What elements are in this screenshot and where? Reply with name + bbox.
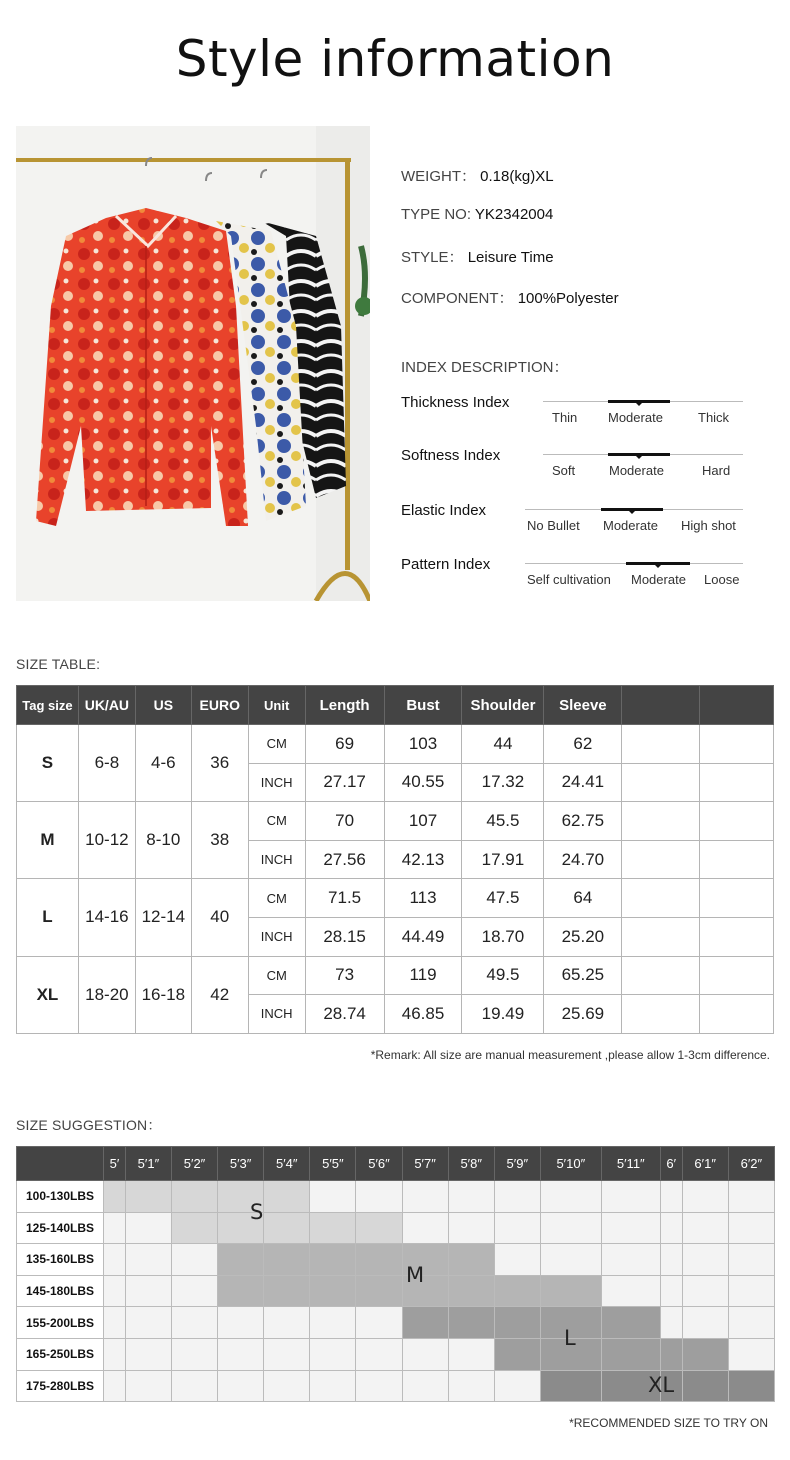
index-option: Thick xyxy=(698,410,730,425)
size-cell xyxy=(728,1212,774,1244)
table-row xyxy=(17,802,774,841)
weight-row xyxy=(17,1338,775,1370)
size-cell xyxy=(660,1338,682,1370)
col-header: Sleeve xyxy=(544,686,622,725)
size-cell xyxy=(310,1307,356,1339)
length-cell: 70 xyxy=(305,802,384,841)
height-header: 5′2″ xyxy=(171,1147,217,1181)
size-cell xyxy=(494,1244,540,1276)
col-header xyxy=(622,686,700,725)
size-cell xyxy=(682,1370,728,1402)
size-cell xyxy=(660,1307,682,1339)
size-cell xyxy=(356,1244,402,1276)
weight-row xyxy=(17,1275,775,1307)
size-cell xyxy=(104,1370,126,1402)
size-cell xyxy=(494,1275,540,1307)
size-cell xyxy=(448,1307,494,1339)
size-cell xyxy=(264,1244,310,1276)
shoulder-cell: 49.5 xyxy=(462,956,544,995)
col-header xyxy=(700,686,774,725)
index-name: Softness Index xyxy=(401,447,501,464)
weight-label: 145-180LBS xyxy=(17,1275,104,1307)
size-cell xyxy=(540,1370,601,1402)
height-header: 5′11″ xyxy=(601,1147,660,1181)
pattern-index xyxy=(401,556,751,596)
shoulder-cell: 17.32 xyxy=(462,763,544,802)
col-header: Unit xyxy=(248,686,305,725)
unit-cell: CM xyxy=(248,725,305,764)
size-cell xyxy=(125,1212,171,1244)
size-cell xyxy=(682,1244,728,1276)
weight-label: 175-280LBS xyxy=(17,1370,104,1402)
euro-size: 40 xyxy=(191,879,248,956)
size-cell xyxy=(104,1181,126,1213)
size-cell xyxy=(728,1275,774,1307)
empty-cell xyxy=(622,917,700,956)
index-option: Moderate xyxy=(609,463,664,478)
size-cell xyxy=(264,1370,310,1402)
size-cell xyxy=(264,1181,310,1213)
softness-index xyxy=(401,447,751,487)
size-cell xyxy=(356,1307,402,1339)
empty-cell xyxy=(622,995,700,1034)
index-option: Thin xyxy=(552,410,578,425)
height-header: 5′9″ xyxy=(494,1147,540,1181)
size-cell xyxy=(264,1338,310,1370)
empty-cell xyxy=(622,840,700,879)
index-heading: INDEX DESCRIPTION： xyxy=(401,359,569,376)
length-cell: 73 xyxy=(305,956,384,995)
index-name: Thickness Index xyxy=(401,394,510,411)
length-cell: 69 xyxy=(305,725,384,764)
sleeve-cell: 25.20 xyxy=(544,917,622,956)
shoulder-cell: 44 xyxy=(462,725,544,764)
size-cell xyxy=(218,1370,264,1402)
size-cell xyxy=(264,1275,310,1307)
size-cell xyxy=(601,1275,660,1307)
height-header: 5′10″ xyxy=(540,1147,601,1181)
bust-cell: 119 xyxy=(384,956,462,995)
size-cell xyxy=(356,1275,402,1307)
index-marker xyxy=(608,400,670,403)
height-header: 6′1″ xyxy=(682,1147,728,1181)
index-option: No Bullet xyxy=(527,518,580,533)
index-marker xyxy=(626,562,690,565)
sleeve-cell: 25.69 xyxy=(544,995,622,1034)
size-cell xyxy=(494,1212,540,1244)
index-option: High shot xyxy=(681,518,736,533)
style-label: STYLE： xyxy=(401,249,464,266)
empty-cell xyxy=(700,763,774,802)
shoulder-cell: 17.91 xyxy=(462,840,544,879)
product-photo xyxy=(16,126,370,601)
weight-row xyxy=(401,165,554,186)
weight-label: 135-160LBS xyxy=(17,1244,104,1276)
size-cell xyxy=(494,1307,540,1339)
shoulder-cell: 18.70 xyxy=(462,917,544,956)
index-marker xyxy=(601,508,663,511)
thickness-index xyxy=(401,394,751,434)
size-cell xyxy=(310,1370,356,1402)
size-cell xyxy=(310,1181,356,1213)
col-header: UK/AU xyxy=(78,686,135,725)
unit-cell: INCH xyxy=(248,917,305,956)
size-cell xyxy=(660,1212,682,1244)
size-cell xyxy=(218,1275,264,1307)
size-cell xyxy=(728,1181,774,1213)
shoulder-cell: 47.5 xyxy=(462,879,544,918)
size-cell xyxy=(310,1338,356,1370)
index-marker xyxy=(608,453,670,456)
size-cell xyxy=(448,1338,494,1370)
size-table-header xyxy=(17,686,774,725)
size-cell xyxy=(218,1338,264,1370)
sleeve-cell: 24.41 xyxy=(544,763,622,802)
size-cell xyxy=(728,1370,774,1402)
euro-size: 42 xyxy=(191,956,248,1033)
tag-size: XL xyxy=(17,956,79,1033)
type-label: TYPE NO: xyxy=(401,206,472,223)
size-cell xyxy=(660,1181,682,1213)
ukau-size: 18-20 xyxy=(78,956,135,1033)
weight-label: 100-130LBS xyxy=(17,1181,104,1213)
size-cell xyxy=(104,1338,126,1370)
size-cell xyxy=(171,1244,217,1276)
corner-cell xyxy=(17,1147,104,1181)
size-cell xyxy=(171,1275,217,1307)
empty-cell xyxy=(622,879,700,918)
length-cell: 28.15 xyxy=(305,917,384,956)
size-cell xyxy=(494,1181,540,1213)
height-header: 5′4″ xyxy=(264,1147,310,1181)
size-cell xyxy=(402,1338,448,1370)
size-cell xyxy=(448,1370,494,1402)
height-header: 6′2″ xyxy=(728,1147,774,1181)
weight-row xyxy=(17,1181,775,1213)
size-cell xyxy=(402,1181,448,1213)
bust-cell: 113 xyxy=(384,879,462,918)
component-label: COMPONENT： xyxy=(401,290,514,307)
size-cell xyxy=(125,1181,171,1213)
size-cell xyxy=(310,1244,356,1276)
size-table xyxy=(16,685,774,1034)
size-cell xyxy=(601,1338,660,1370)
size-cell xyxy=(494,1338,540,1370)
us-size: 12-14 xyxy=(135,879,191,956)
empty-cell xyxy=(622,725,700,764)
size-cell xyxy=(682,1338,728,1370)
height-header: 5′3″ xyxy=(218,1147,264,1181)
unit-cell: CM xyxy=(248,879,305,918)
size-cell xyxy=(310,1212,356,1244)
size-cell xyxy=(682,1212,728,1244)
empty-cell xyxy=(700,917,774,956)
col-header: EURO xyxy=(191,686,248,725)
size-cell xyxy=(171,1307,217,1339)
size-cell xyxy=(660,1244,682,1276)
size-suggestion-table xyxy=(16,1146,775,1402)
index-name: Elastic Index xyxy=(401,502,487,519)
empty-cell xyxy=(700,725,774,764)
col-header: US xyxy=(135,686,191,725)
size-cell xyxy=(171,1212,217,1244)
us-size: 16-18 xyxy=(135,956,191,1033)
unit-cell: INCH xyxy=(248,995,305,1034)
size-cell xyxy=(448,1244,494,1276)
size-cell xyxy=(264,1307,310,1339)
size-cell xyxy=(682,1181,728,1213)
size-label-m: M xyxy=(406,1263,425,1287)
empty-cell xyxy=(700,995,774,1034)
table-row xyxy=(17,956,774,995)
size-cell xyxy=(218,1244,264,1276)
size-cell xyxy=(125,1307,171,1339)
size-cell xyxy=(601,1212,660,1244)
weight-label: 155-200LBS xyxy=(17,1307,104,1339)
style-row xyxy=(401,246,554,267)
size-cell xyxy=(728,1244,774,1276)
size-cell xyxy=(264,1212,310,1244)
size-cell xyxy=(125,1244,171,1276)
size-cell xyxy=(125,1275,171,1307)
table-row xyxy=(17,725,774,764)
elastic-index xyxy=(401,502,751,542)
col-header: Tag size xyxy=(17,686,79,725)
size-suggestion-label: SIZE SUGGESTION： xyxy=(16,1117,162,1133)
us-size: 8-10 xyxy=(135,802,191,879)
size-cell xyxy=(448,1212,494,1244)
size-cell xyxy=(601,1307,660,1339)
size-cell xyxy=(171,1338,217,1370)
ukau-size: 14-16 xyxy=(78,879,135,956)
height-header: 5′8″ xyxy=(448,1147,494,1181)
col-header: Shoulder xyxy=(462,686,544,725)
length-cell: 27.17 xyxy=(305,763,384,802)
weight-value: 0.18(kg)XL xyxy=(480,168,554,185)
size-cell xyxy=(540,1244,601,1276)
bust-cell: 44.49 xyxy=(384,917,462,956)
size-cell xyxy=(601,1244,660,1276)
sleeve-cell: 65.25 xyxy=(544,956,622,995)
size-cell xyxy=(540,1275,601,1307)
sleeve-cell: 24.70 xyxy=(544,840,622,879)
size-label-l: L xyxy=(564,1326,576,1350)
table-row xyxy=(17,879,774,918)
size-cell xyxy=(356,1181,402,1213)
unit-cell: INCH xyxy=(248,840,305,879)
weight-label: 165-250LBS xyxy=(17,1338,104,1370)
size-cell xyxy=(402,1370,448,1402)
ukau-size: 10-12 xyxy=(78,802,135,879)
height-header: 5′6″ xyxy=(356,1147,402,1181)
index-option: Moderate xyxy=(608,410,663,425)
size-cell xyxy=(660,1275,682,1307)
size-cell xyxy=(356,1212,402,1244)
tag-size: L xyxy=(17,879,79,956)
component-value: 100%Polyester xyxy=(517,290,619,307)
height-header: 5′1″ xyxy=(125,1147,171,1181)
euro-size: 36 xyxy=(191,725,248,802)
size-cell xyxy=(356,1370,402,1402)
empty-cell xyxy=(700,879,774,918)
size-cell xyxy=(171,1370,217,1402)
size-cell xyxy=(104,1275,126,1307)
us-size: 4-6 xyxy=(135,725,191,802)
bust-cell: 46.85 xyxy=(384,995,462,1034)
recommend-note: *RECOMMENDED SIZE TO TRY ON xyxy=(569,1416,768,1430)
index-name: Pattern Index xyxy=(401,556,491,573)
type-value: YK2342004 xyxy=(474,206,554,223)
weight-label: WEIGHT： xyxy=(401,168,476,185)
size-cell xyxy=(728,1307,774,1339)
tag-size: S xyxy=(17,725,79,802)
size-label-s: S xyxy=(250,1200,264,1224)
size-table-label: SIZE TABLE: xyxy=(16,656,101,672)
unit-cell: INCH xyxy=(248,763,305,802)
height-header: 5′ xyxy=(104,1147,126,1181)
empty-cell xyxy=(622,763,700,802)
sleeve-cell: 62.75 xyxy=(544,802,622,841)
empty-cell xyxy=(700,840,774,879)
size-cell xyxy=(402,1212,448,1244)
index-option: Self cultivation xyxy=(527,572,611,587)
size-cell xyxy=(682,1307,728,1339)
sleeve-cell: 64 xyxy=(544,879,622,918)
type-row xyxy=(401,206,553,223)
size-cell xyxy=(104,1307,126,1339)
size-cell xyxy=(601,1181,660,1213)
sleeve-cell: 62 xyxy=(544,725,622,764)
size-remark: *Remark: All size are manual measurement ,please allow 1-3cm difference. xyxy=(370,1048,770,1062)
size-cell xyxy=(218,1307,264,1339)
index-option: Moderate xyxy=(603,518,658,533)
bust-cell: 40.55 xyxy=(384,763,462,802)
index-option: Hard xyxy=(702,463,731,478)
index-option: Moderate xyxy=(631,572,686,587)
size-cell xyxy=(104,1212,126,1244)
col-header: Length xyxy=(305,686,384,725)
size-cell xyxy=(682,1275,728,1307)
height-header: 5′5″ xyxy=(310,1147,356,1181)
size-cell xyxy=(310,1275,356,1307)
page-title: Style information xyxy=(175,30,615,88)
size-label-xl: XL xyxy=(648,1373,675,1397)
weight-label: 125-140LBS xyxy=(17,1212,104,1244)
empty-cell xyxy=(700,802,774,841)
unit-cell: CM xyxy=(248,956,305,995)
size-cell xyxy=(356,1338,402,1370)
bust-cell: 103 xyxy=(384,725,462,764)
size-cell xyxy=(104,1244,126,1276)
height-header: 5′7″ xyxy=(402,1147,448,1181)
empty-cell xyxy=(622,802,700,841)
shoulder-cell: 19.49 xyxy=(462,995,544,1034)
size-cell xyxy=(171,1181,217,1213)
length-cell: 27.56 xyxy=(305,840,384,879)
shoulder-cell: 45.5 xyxy=(462,802,544,841)
size-cell xyxy=(448,1181,494,1213)
size-cell xyxy=(540,1181,601,1213)
index-option: Loose xyxy=(704,572,740,587)
unit-cell: CM xyxy=(248,802,305,841)
length-cell: 71.5 xyxy=(305,879,384,918)
size-cell xyxy=(125,1338,171,1370)
size-cell xyxy=(494,1370,540,1402)
weight-row xyxy=(17,1307,775,1339)
empty-cell xyxy=(700,956,774,995)
weight-row xyxy=(17,1244,775,1276)
size-cell xyxy=(728,1338,774,1370)
height-header-row xyxy=(17,1147,775,1181)
bust-cell: 42.13 xyxy=(384,840,462,879)
ukau-size: 6-8 xyxy=(78,725,135,802)
height-header: 6′ xyxy=(660,1147,682,1181)
length-cell: 28.74 xyxy=(305,995,384,1034)
col-header: Bust xyxy=(384,686,462,725)
size-cell xyxy=(402,1307,448,1339)
size-cell xyxy=(125,1370,171,1402)
empty-cell xyxy=(622,956,700,995)
size-cell xyxy=(448,1275,494,1307)
size-cell xyxy=(540,1212,601,1244)
tag-size: M xyxy=(17,802,79,879)
weight-row xyxy=(17,1212,775,1244)
index-option: Soft xyxy=(552,463,576,478)
style-value: Leisure Time xyxy=(467,249,554,266)
component-row xyxy=(401,287,619,308)
euro-size: 38 xyxy=(191,802,248,879)
bust-cell: 107 xyxy=(384,802,462,841)
